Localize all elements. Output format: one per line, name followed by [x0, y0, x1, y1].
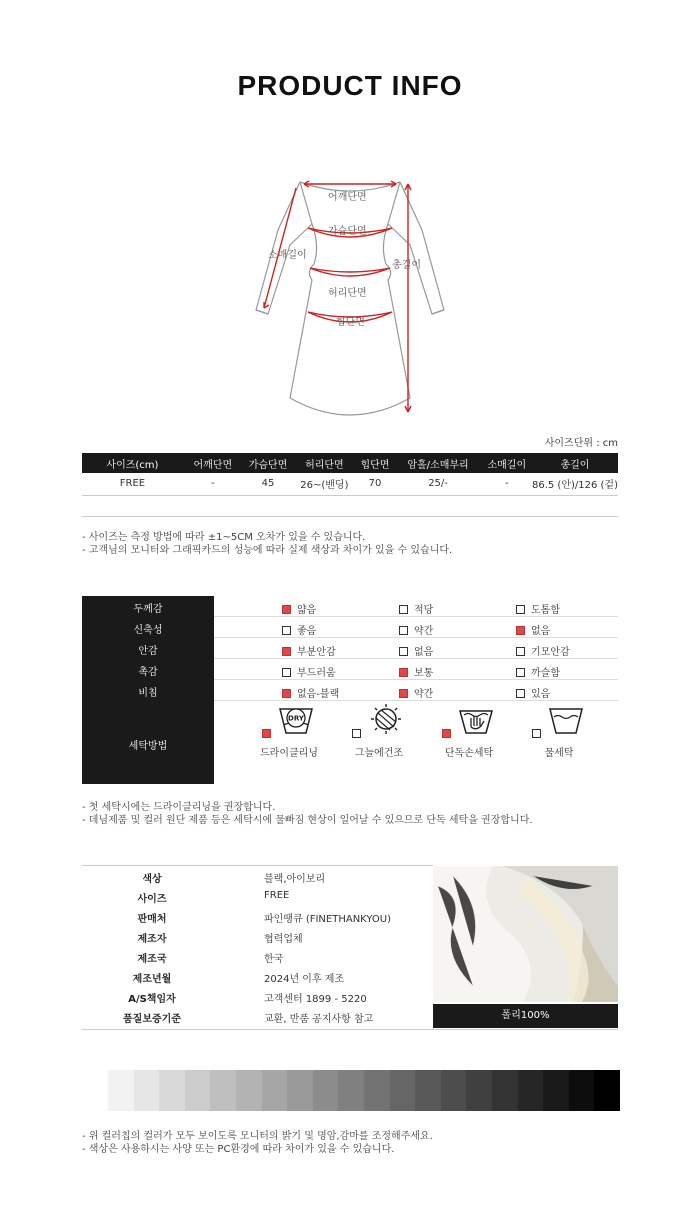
feature-row-sheerness — [214, 680, 618, 701]
wash-option-water-wash[interactable] — [514, 701, 604, 759]
note-line: - 색상은 사용하시는 사양 또는 PC환경에 따라 차이가 있을 수 있습니다. — [82, 1144, 395, 1155]
size-col-header: 암홀/소매부리 — [394, 453, 481, 473]
checkbox[interactable] — [516, 647, 525, 656]
color-chip — [262, 1070, 288, 1111]
info-value: 2024년 이후 제조 — [264, 974, 345, 985]
color-gradient-chips — [108, 1070, 620, 1111]
size-cell: - — [183, 473, 243, 495]
checkbox[interactable] — [516, 689, 525, 698]
size-col-header: 가슴단면 — [243, 453, 293, 473]
color-chip — [287, 1070, 313, 1111]
feature-label: 안감 — [138, 646, 158, 657]
divider — [82, 865, 433, 866]
size-cell: 70 — [356, 473, 395, 495]
option-label: 기모안감 — [531, 647, 570, 658]
info-value: 블랙,아이보리 — [264, 874, 326, 885]
checkbox-checked[interactable] — [442, 729, 451, 738]
option-label: 적당 — [414, 605, 434, 616]
checkbox-checked[interactable] — [282, 647, 291, 656]
note-line: - 고객님의 모니터와 그래픽카드의 성능에 따라 실제 색상과 차이가 있을 수 있습니다. — [82, 545, 453, 556]
washing-label: 세탁방법 — [128, 741, 168, 752]
feature-option[interactable] — [516, 643, 570, 658]
shade-dry-icon — [366, 701, 406, 737]
info-key: 제조국 — [137, 954, 167, 965]
feature-row-texture — [214, 659, 618, 680]
info-row — [82, 950, 433, 970]
page-title: PRODUCT INFO — [237, 70, 463, 101]
info-value: 교환, 반품 공지사항 참고 — [264, 1014, 374, 1025]
color-chip — [543, 1070, 569, 1111]
info-value: FREE — [264, 890, 290, 901]
total-length-label: 총길이 — [392, 260, 421, 271]
color-chip — [236, 1070, 262, 1111]
checkbox[interactable] — [516, 668, 525, 677]
checkbox[interactable] — [399, 605, 408, 614]
checkbox[interactable] — [516, 605, 525, 614]
option-label: 보통 — [414, 668, 434, 679]
checkbox-checked[interactable] — [282, 605, 291, 614]
checkbox-checked[interactable] — [262, 729, 271, 738]
bottom-notes — [82, 1130, 433, 1156]
wash-option-label: 단독손세탁 — [444, 748, 494, 759]
size-cell: 86.5 (안)/126 (겉) — [532, 473, 618, 495]
water-wash-icon — [546, 701, 586, 737]
feature-option[interactable] — [516, 685, 550, 700]
option-label: 부분안감 — [297, 647, 336, 658]
wash-option-hand-wash[interactable] — [424, 701, 514, 759]
feature-label: 비침 — [138, 688, 158, 699]
color-chip — [313, 1070, 339, 1111]
color-chip — [518, 1070, 544, 1111]
size-col-header: 소매길이 — [482, 453, 532, 473]
info-row — [82, 930, 433, 950]
wash-option-label: 드라이클리닝 — [260, 748, 318, 759]
option-label: 부드러움 — [297, 668, 336, 679]
feature-row-stretch — [214, 617, 618, 638]
feature-option[interactable] — [399, 664, 433, 679]
color-chip — [159, 1070, 185, 1111]
waist-label: 허리단면 — [328, 288, 367, 299]
checkbox[interactable] — [352, 729, 361, 738]
info-row — [82, 1010, 433, 1030]
fabric-swatch-image — [433, 866, 618, 1002]
color-chip — [441, 1070, 467, 1111]
chest-label: 가슴단면 — [328, 226, 367, 237]
checkbox[interactable] — [282, 668, 291, 677]
info-key: 판매처 — [137, 914, 167, 925]
color-chip — [210, 1070, 236, 1111]
info-value: 한국 — [264, 954, 284, 965]
checkbox[interactable] — [532, 729, 541, 738]
color-chip — [492, 1070, 518, 1111]
feature-option[interactable] — [399, 685, 433, 700]
feature-label: 신축성 — [133, 625, 163, 636]
material-label: 폴리100% — [433, 1004, 618, 1028]
feature-option[interactable] — [516, 664, 560, 679]
feature-row-lining — [214, 638, 618, 659]
color-chip — [134, 1070, 160, 1111]
info-row — [82, 910, 433, 930]
info-key: A/S책임자 — [128, 994, 176, 1005]
size-col-header: 총길이 — [532, 453, 618, 473]
info-key: 품질보증기준 — [123, 1014, 181, 1025]
size-cell: 26~(밴딩) — [293, 473, 355, 495]
option-label: 없음 — [414, 647, 434, 658]
size-cell: 25/- — [394, 473, 481, 495]
checkbox-checked[interactable] — [399, 689, 408, 698]
checkbox-checked[interactable] — [399, 668, 408, 677]
size-unit: 사이즈단위 : cm — [544, 438, 618, 449]
option-label: 없음 — [531, 626, 551, 637]
info-row — [82, 970, 433, 990]
info-value: 협력업체 — [264, 934, 303, 945]
table-row — [82, 473, 618, 495]
divider — [82, 1029, 618, 1030]
feature-label: 촉감 — [138, 667, 158, 678]
feature-option[interactable] — [399, 643, 433, 658]
color-chip — [364, 1070, 390, 1111]
option-label: 좋음 — [297, 626, 317, 637]
feature-option[interactable] — [282, 643, 336, 658]
hand-wash-icon — [456, 701, 496, 737]
feature-option[interactable] — [282, 685, 339, 700]
color-chip — [390, 1070, 416, 1111]
sleeve-length-label: 소매길이 — [268, 250, 307, 261]
color-chip — [594, 1070, 620, 1111]
svg-text:DRY: DRY — [288, 714, 304, 723]
info-key: 색상 — [142, 874, 162, 885]
hip-label: 힙단면 — [336, 317, 365, 328]
washing-methods — [214, 701, 618, 782]
color-chip — [466, 1070, 492, 1111]
shoulder-label: 어깨단면 — [328, 192, 367, 203]
size-table — [82, 453, 618, 496]
size-col-header: 어깨단면 — [183, 453, 243, 473]
option-label: 도톰함 — [531, 605, 560, 616]
info-key: 사이즈 — [137, 894, 167, 905]
wash-option-label: 그늘에건조 — [354, 748, 404, 759]
wash-option-dry-clean[interactable] — [244, 701, 334, 759]
color-chip — [569, 1070, 595, 1111]
wash-option-shade-dry[interactable] — [334, 701, 424, 759]
feature-option[interactable] — [516, 622, 550, 637]
info-key: 제조자 — [137, 934, 167, 945]
feature-option[interactable] — [282, 664, 336, 679]
note-line: - 데님제품 및 컬러 원단 제품 등은 세탁시에 물빠짐 현상이 일어날 수 있으므로 단독 세탁을 권장합니다. — [82, 815, 533, 826]
checkbox[interactable] — [282, 626, 291, 635]
size-col-header: 힙단면 — [356, 453, 395, 473]
feature-option[interactable] — [399, 622, 433, 637]
info-key: 제조년월 — [132, 974, 172, 985]
color-chip — [108, 1070, 134, 1111]
size-col-header: 허리단면 — [293, 453, 355, 473]
feature-option[interactable] — [282, 622, 316, 637]
size-cell: 45 — [243, 473, 293, 495]
size-table-header — [82, 453, 618, 473]
option-label: 있음 — [531, 689, 551, 700]
feature-option[interactable] — [516, 601, 560, 616]
size-col-header: 사이즈(cm) — [82, 453, 183, 473]
checkbox[interactable] — [399, 647, 408, 656]
info-value: 고객센터 1899 - 5220 — [264, 994, 367, 1005]
size-cell: - — [482, 473, 532, 495]
feature-option[interactable] — [399, 601, 433, 616]
dry-clean-icon — [276, 701, 316, 737]
checkbox-checked[interactable] — [516, 626, 525, 635]
info-value: 파인땡큐 (FINETHANKYOU) — [264, 914, 392, 925]
measurement-diagram — [230, 160, 470, 430]
note-line: - 위 컬러칩의 컬러가 모두 보이도록 모니터의 밝기 및 명암,감마를 조정해주세요. — [82, 1131, 433, 1142]
info-row — [82, 990, 433, 1010]
feature-option[interactable] — [282, 601, 316, 616]
option-label: 까슬함 — [531, 668, 560, 679]
size-cell: FREE — [82, 473, 183, 495]
divider — [82, 516, 618, 517]
feature-label: 두께감 — [133, 604, 163, 615]
option-label: 얇음 — [297, 605, 317, 616]
color-chip — [338, 1070, 364, 1111]
info-row — [82, 870, 433, 890]
checkbox[interactable] — [399, 626, 408, 635]
color-chip — [185, 1070, 211, 1111]
fabric-photo — [433, 866, 618, 1002]
size-notes — [82, 531, 452, 557]
option-label: 없음-블랙 — [297, 689, 340, 700]
wash-notes — [82, 801, 533, 827]
wash-option-label: 물세탁 — [544, 748, 574, 759]
note-line: - 첫 세탁시에는 드라이클리닝을 권장합니다. — [82, 802, 276, 813]
color-chip — [415, 1070, 441, 1111]
option-label: 약간 — [414, 689, 434, 700]
option-label: 약간 — [414, 626, 434, 637]
note-line: - 사이즈는 측정 방법에 따라 ±1~5CM 오차가 있을 수 있습니다. — [82, 532, 366, 543]
feature-row-thickness — [214, 596, 618, 617]
checkbox-checked[interactable] — [282, 689, 291, 698]
info-row — [82, 890, 433, 910]
